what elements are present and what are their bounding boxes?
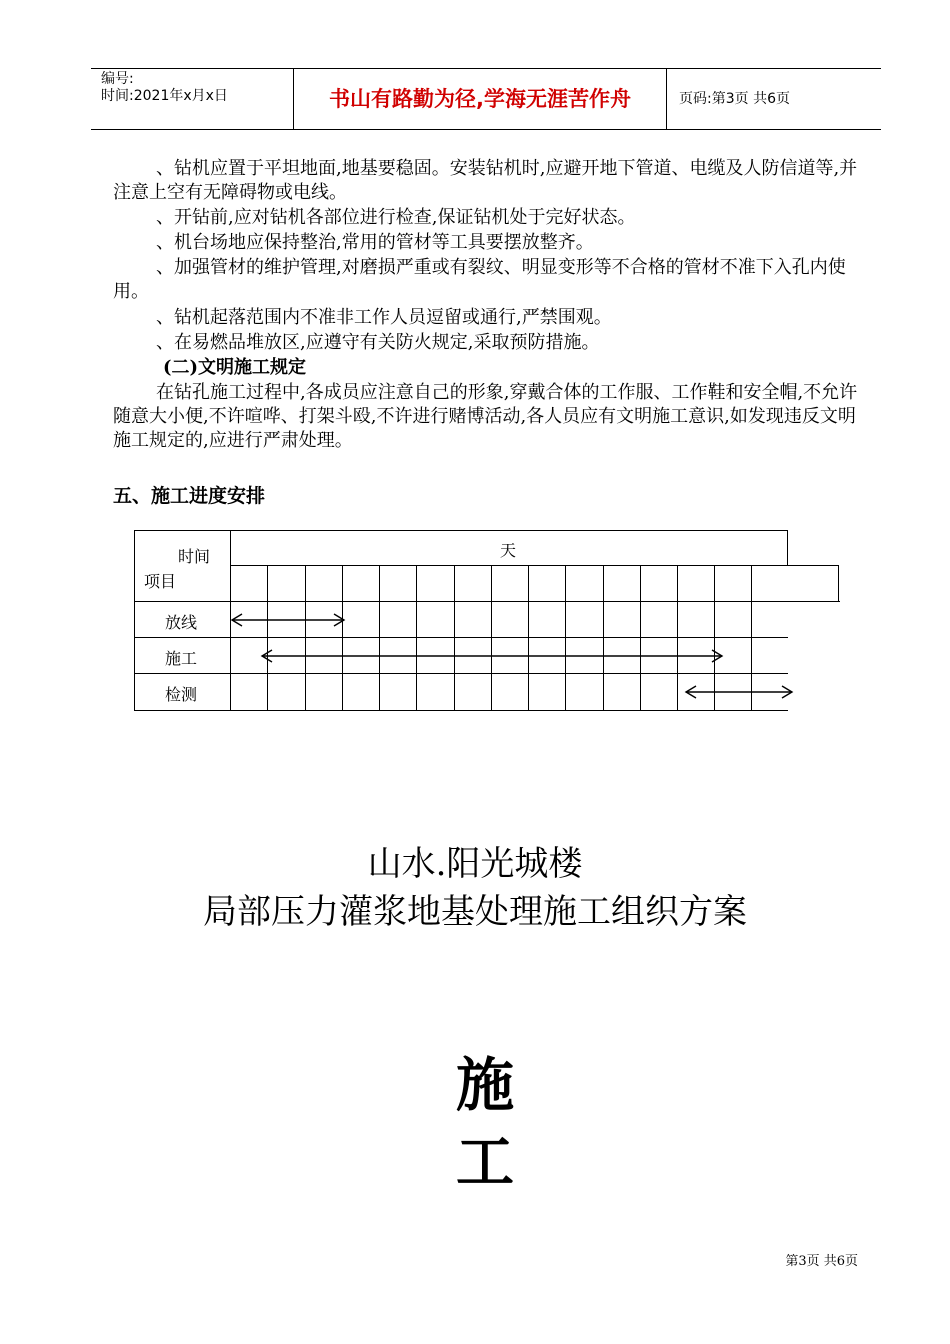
paragraph-6: 、在易燃品堆放区,应遵守有关防火规定,采取预防措施。 bbox=[156, 332, 600, 353]
page-header bbox=[91, 68, 881, 130]
arrow-layout bbox=[232, 614, 344, 626]
header-motto: 书山有路勤为径,学海无涯苦作舟 bbox=[294, 69, 667, 129]
civil-paragraph: 在钻孔施工过程中,各成员应注意自己的形象,穿戴合体的工作服、工作鞋和安全帽,不允许随意大小便,不许喧哗、打架斗殴,不许进行赌博活动,各人员应有文明施工意识,如发现违反文明施工规定的,应进行严肃处理。 bbox=[113, 382, 858, 451]
paragraph-2: 、开钻前,应对钻机各部位进行检查,保证钻机处于完好状态。 bbox=[156, 207, 636, 228]
paragraph-1: 、钻机应置于平坦地面,地基要稳固。安装钻机时,应避开地下管道、电缆及人防信道等,并注意上空有无障碍物或电线。 bbox=[113, 158, 858, 203]
project-name: 山水.阳光城楼 bbox=[367, 844, 583, 884]
header-day: 天 bbox=[500, 541, 517, 560]
big-char-1: 施 bbox=[455, 1051, 514, 1119]
header-item: 项目 bbox=[144, 572, 177, 591]
section-title: 五、施工进度安排 bbox=[113, 485, 266, 507]
number-label: 编号: bbox=[101, 71, 134, 87]
schedule-arrows bbox=[134, 530, 840, 712]
paragraph-4: 、加强管材的维护管理,对磨损严重或有裂纹、明显变形等不合格的管材不准下入孔内使用。 bbox=[113, 257, 846, 302]
header-meta bbox=[91, 69, 294, 129]
schedule-table bbox=[134, 530, 840, 712]
row-label-inspection: 检测 bbox=[165, 685, 198, 704]
big-char-2: 工 bbox=[455, 1128, 514, 1196]
row-label-construction: 施工 bbox=[165, 649, 198, 668]
time-label: 时间:2021年x月x日 bbox=[101, 88, 228, 104]
header-time: 时间 bbox=[178, 547, 211, 566]
arrow-inspection bbox=[686, 686, 792, 698]
arrow-construction bbox=[262, 650, 722, 662]
page-footer: 第3页 共6页 bbox=[785, 1254, 858, 1269]
paragraph-5: 、钻机起落范围内不准非工作人员逗留或通行,严禁围观。 bbox=[156, 307, 612, 328]
subheading-civil: (二)文明施工规定 bbox=[163, 357, 307, 378]
row-label-layout: 放线 bbox=[165, 613, 198, 632]
header-page-label: 页码:第3页 共6页 bbox=[679, 91, 790, 107]
plan-title: 局部压力灌浆地基处理施工组织方案 bbox=[203, 892, 747, 932]
paragraph-3: 、机台场地应保持整治,常用的管材等工具要摆放整齐。 bbox=[156, 232, 594, 253]
